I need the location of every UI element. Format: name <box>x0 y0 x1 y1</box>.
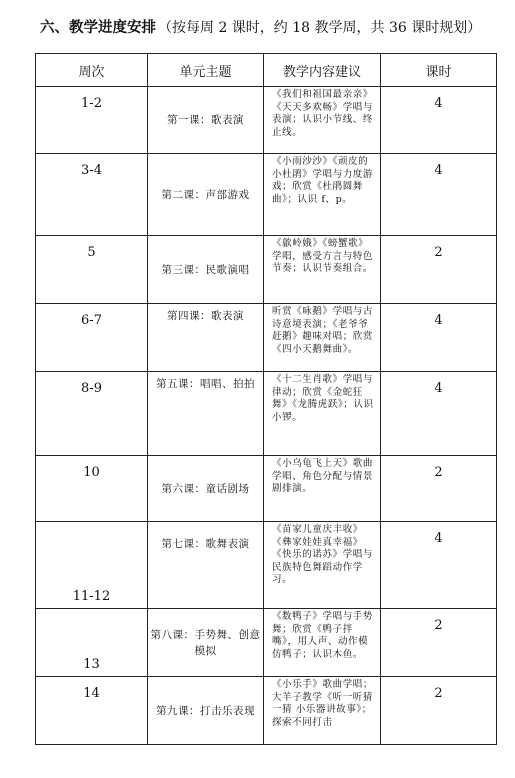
unit-cell: 第四课：歌表演 <box>148 304 264 372</box>
hours-cell: 4 <box>434 313 443 328</box>
table-header-row <box>36 54 497 87</box>
week-cell: 3-4 <box>81 163 102 178</box>
header-week: 周次 <box>36 54 148 87</box>
table-row <box>36 154 497 236</box>
table-row <box>36 372 497 456</box>
table-row <box>36 456 497 522</box>
hours-cell: 4 <box>434 96 443 111</box>
unit-cell: 第二课：声部游戏 <box>148 154 264 236</box>
unit-cell: 第八课：手势舞、创意模拟 <box>148 609 264 677</box>
content-cell: 《小雨沙沙》《顽皮的小杜鹃》学唱与力度游戏；欣赏《杜鹃圆舞曲》；认识 f、p。 <box>264 154 381 236</box>
unit-cell: 第一课：歌表演 <box>148 87 264 154</box>
week-cell: 14 <box>83 686 100 701</box>
table-row <box>36 236 497 304</box>
unit-cell: 第九课：打击乐表现 <box>148 677 264 745</box>
content-cell: 《歙岭娥》《螃蟹歌》学唱，感受方言与特色节奏；认识节奏组合。 <box>264 236 381 304</box>
section-title: 六、教学进度安排 <box>40 20 156 36</box>
hours-cell: 4 <box>434 163 443 178</box>
header-content: 教学内容建议 <box>264 54 381 87</box>
header-unit: 单元主题 <box>148 54 264 87</box>
unit-cell: 第三课：民歌演唱 <box>148 236 264 304</box>
table-row <box>36 522 497 609</box>
hours-cell: 4 <box>434 531 443 546</box>
content-cell: 《小乐手》歌曲学唱；大羊子教学《听一听猜一猜 小乐器讲故事》；探索不同打击 <box>264 677 381 745</box>
week-cell: 1-2 <box>81 96 102 111</box>
table-row <box>36 609 497 677</box>
section-heading <box>40 16 481 37</box>
week-cell: 13 <box>36 609 148 677</box>
unit-cell: 第六课：童话剧场 <box>148 456 264 522</box>
hours-cell: 4 <box>434 381 443 396</box>
unit-cell: 第七课：歌舞表演 <box>148 522 264 609</box>
content-cell: 《我们和祖国最亲亲》《天天多欢畅》学唱与表演；认识小节线、终止线。 <box>264 87 381 154</box>
content-cell: 《小乌龟飞上天》歌曲学唱、角色分配与情景剧排演。 <box>264 456 381 522</box>
header-hours: 课时 <box>381 54 497 87</box>
content-cell: 《十二生肖歌》学唱与律动；欣赏《金蛇狂舞》《龙腾虎跃》；认识小锣。 <box>264 372 381 456</box>
table-row <box>36 677 497 745</box>
table-row <box>36 304 497 372</box>
content-cell: 《苗家儿童庆丰收》《彝家娃娃真幸福》《快乐的诺苏》学唱与民族特色舞蹈动作学习。 <box>264 522 381 609</box>
hours-cell: 2 <box>434 618 443 633</box>
week-cell: 10 <box>83 465 100 480</box>
week-cell: 8-9 <box>81 381 102 396</box>
week-cell: 6-7 <box>81 313 102 328</box>
schedule-table <box>35 53 497 745</box>
hours-cell: 2 <box>434 686 443 701</box>
content-cell: 听赏《咏鹅》学唱与古诗意境表演；《老爷爷赶鹅》趣味对唱；欣赏《四小天鹅舞曲》。 <box>264 304 381 372</box>
unit-cell: 第五课：唱唱、拍拍 <box>148 372 264 456</box>
week-cell: 11-12 <box>36 522 148 609</box>
content-cell: 《数鸭子》学唱与手势舞；欣赏《鸭子拌嘴》，用人声、动作模仿鸭子；认识木鱼。 <box>264 609 381 677</box>
week-cell: 5 <box>87 245 96 260</box>
section-subtitle: （按每周 2 课时，约 18 教学周，共 36 课时规划） <box>158 20 482 36</box>
hours-cell: 2 <box>434 245 443 260</box>
hours-cell: 2 <box>434 465 443 480</box>
table-row <box>36 87 497 154</box>
